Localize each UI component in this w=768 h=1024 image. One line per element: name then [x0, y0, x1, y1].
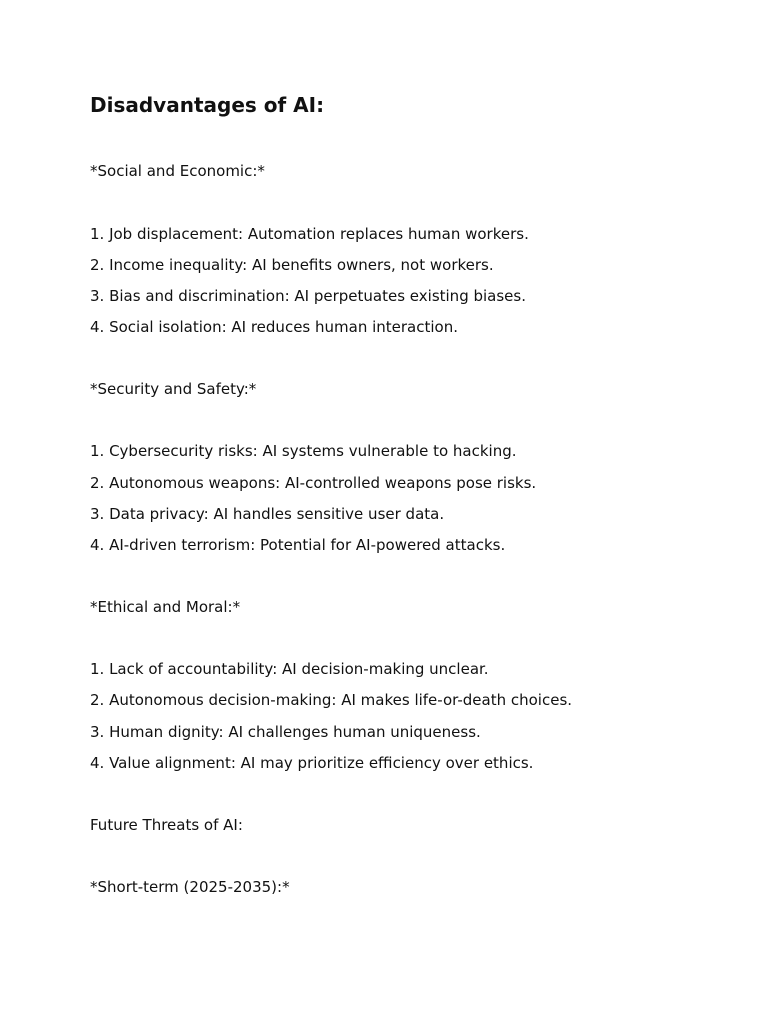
section-heading-social-economic: *Social and Economic:* [90, 162, 265, 180]
page-title: Disadvantages of AI: [90, 93, 325, 117]
list-item: 3. Data privacy: AI handles sensitive user data. [90, 505, 445, 523]
list-item: 1. Lack of accountability: AI decision-making unclear. [90, 660, 489, 678]
list-item: 1. Cybersecurity risks: AI systems vulnerable to hacking. [90, 442, 517, 460]
section-heading-future-threats: Future Threats of AI: [90, 816, 243, 834]
list-item: 3. Bias and discrimination: AI perpetuates existing biases. [90, 287, 526, 305]
list-item: 2. Autonomous weapons: AI-controlled weapons pose risks. [90, 474, 537, 492]
list-item: 4. AI-driven terrorism: Potential for AI-powered attacks. [90, 536, 506, 554]
list-item: 2. Autonomous decision-making: AI makes life-or-death choices. [90, 691, 573, 709]
list-item: 1. Job displacement: Automation replaces human workers. [90, 225, 529, 243]
section-heading-security-safety: *Security and Safety:* [90, 380, 257, 398]
list-item: 2. Income inequality: AI benefits owners, not workers. [90, 256, 494, 274]
list-item: 4. Value alignment: AI may prioritize efficiency over ethics. [90, 754, 534, 772]
list-item: 4. Social isolation: AI reduces human interaction. [90, 318, 458, 336]
section-heading-ethical-moral: *Ethical and Moral:* [90, 598, 241, 616]
list-item: 3. Human dignity: AI challenges human uniqueness. [90, 723, 481, 741]
section-heading-short-term: *Short-term (2025-2035):* [90, 878, 290, 896]
